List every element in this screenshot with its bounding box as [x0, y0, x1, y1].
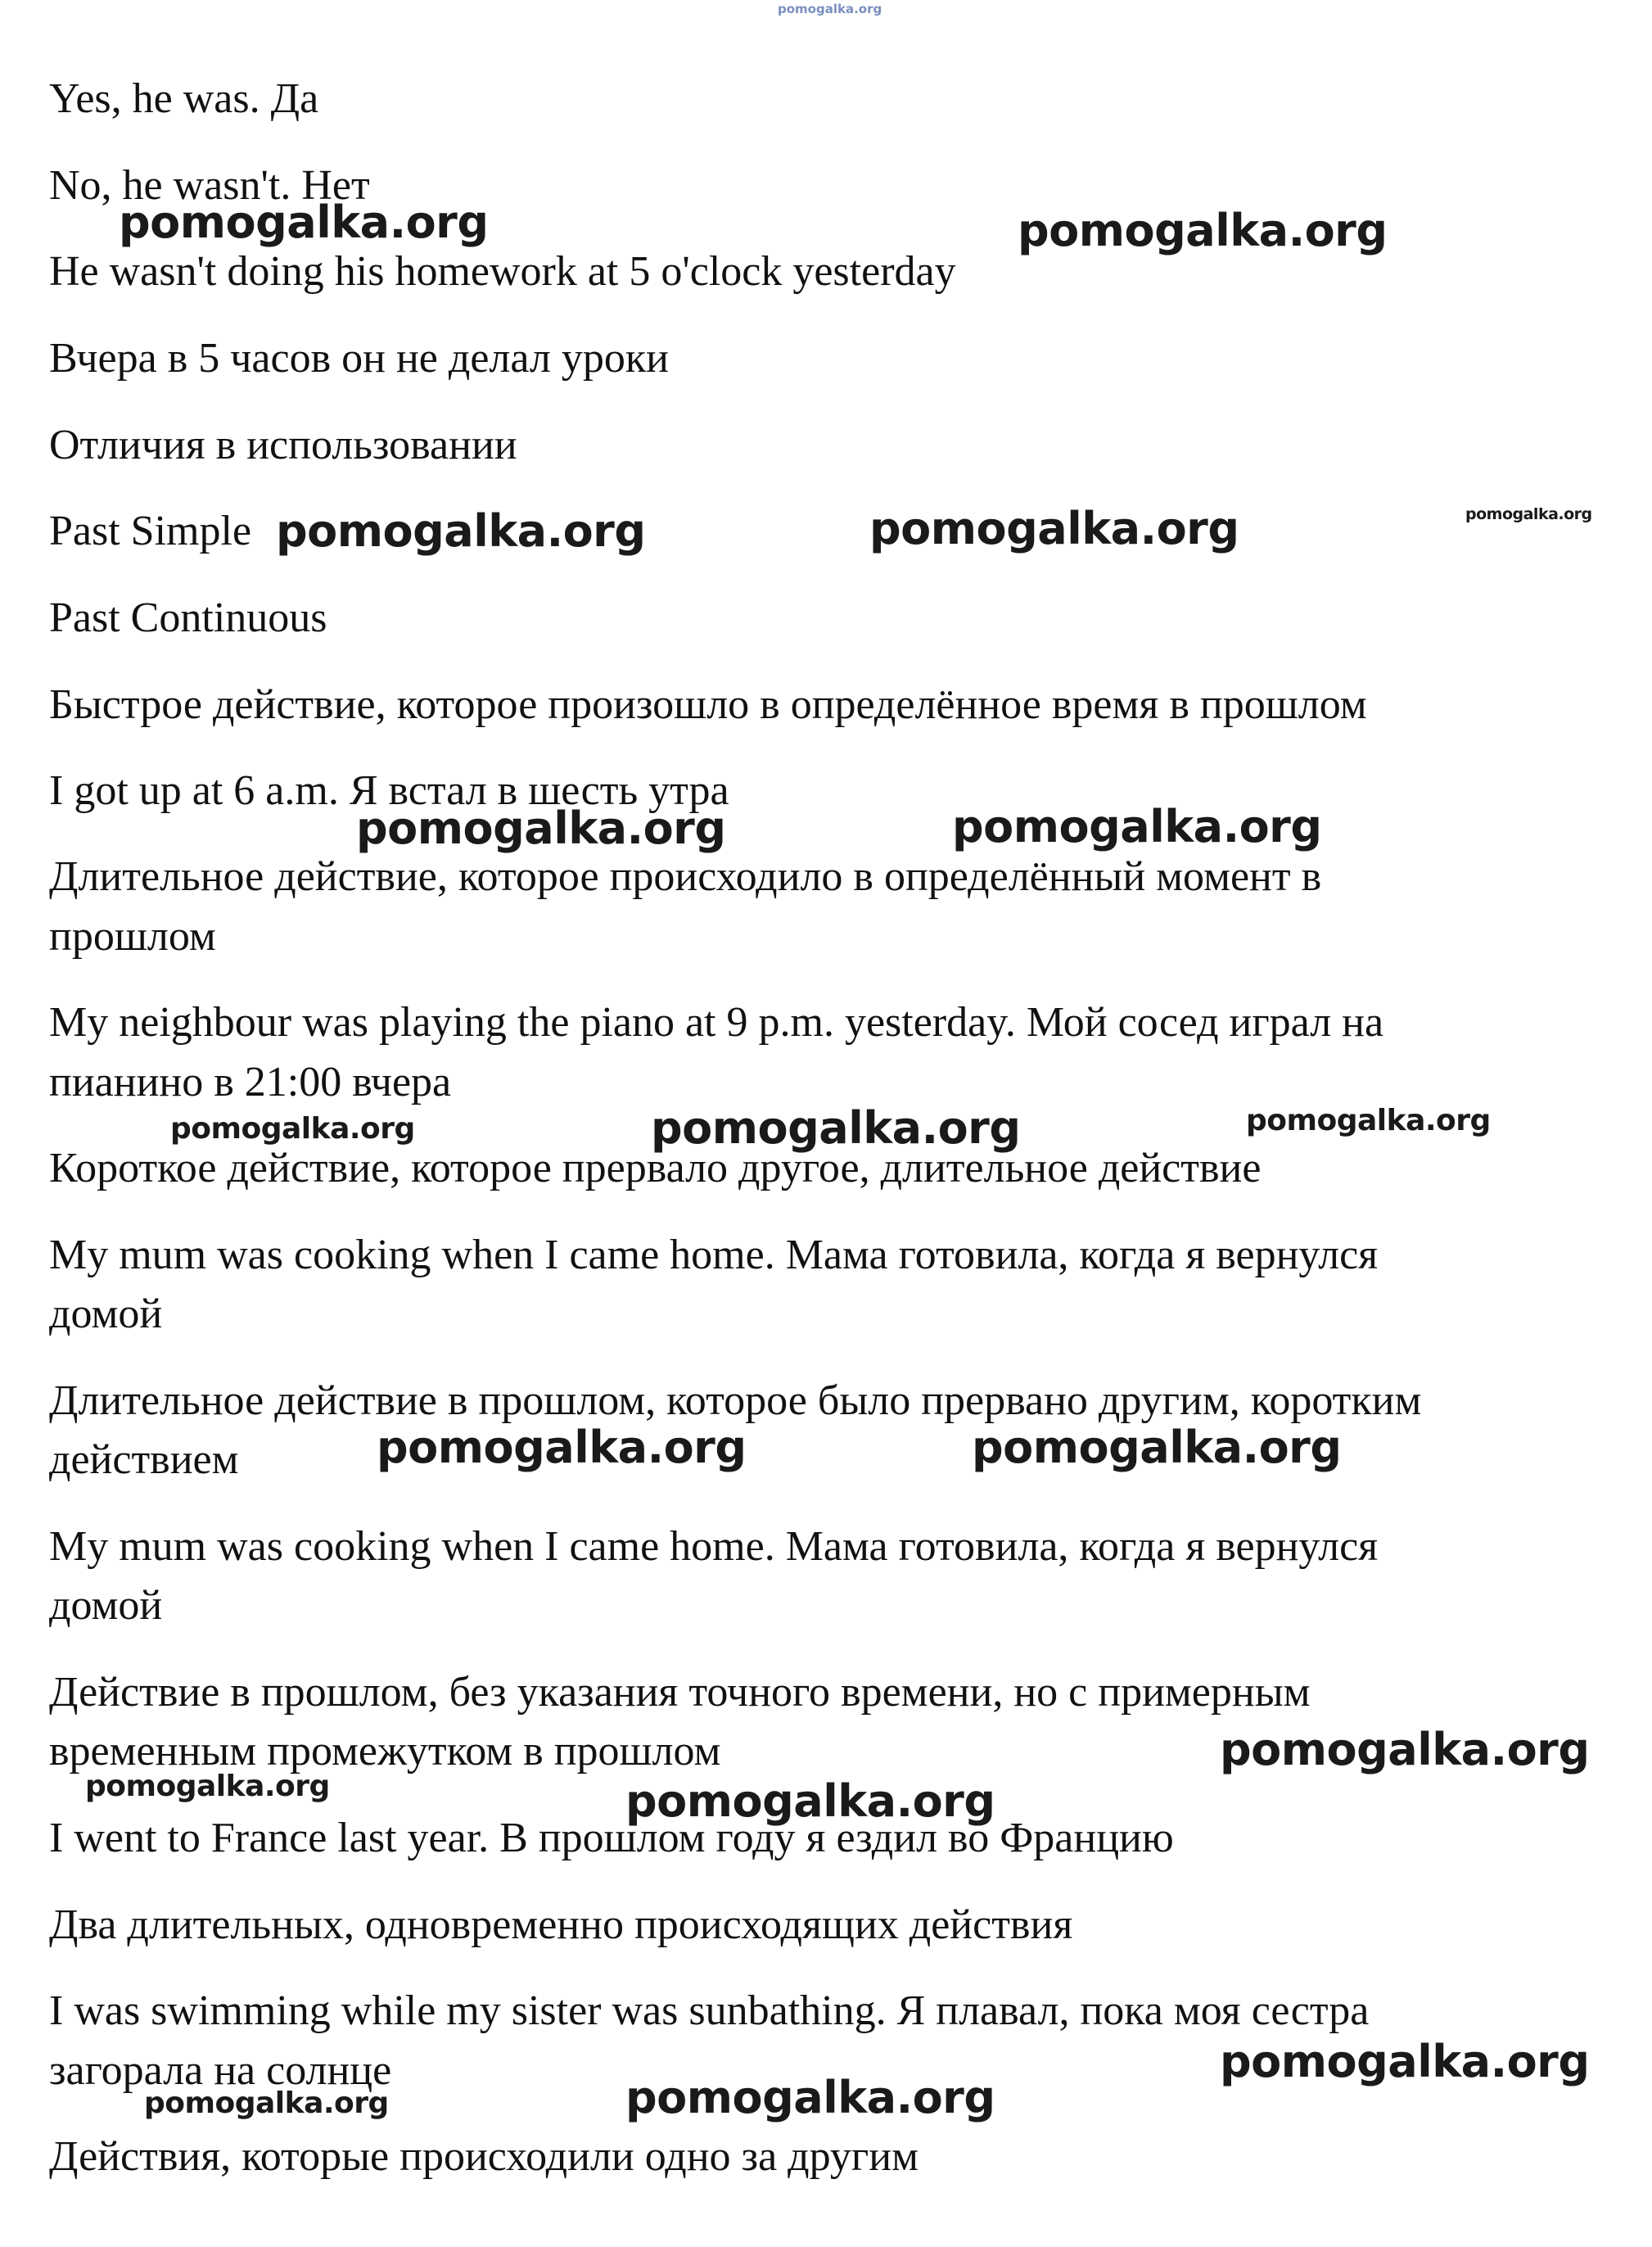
text-line-25: I was swimming while my sister was sunbathing. Я плавал, пока моя сестра	[49, 1987, 1370, 2034]
text-line-16: домой	[49, 1291, 163, 1337]
text-line-24: Два длительных, одновременно происходящих действия	[49, 1901, 1073, 1948]
watermark: pomogalka.org	[276, 505, 646, 557]
watermark: pomogalka.org	[625, 1775, 995, 1827]
text-line-22: временным промежутком в прошлом	[49, 1728, 721, 1775]
watermark: pomogalka.org	[972, 1422, 1342, 1473]
watermark: pomogalka.org	[170, 1112, 415, 1146]
text-line-13: пианино в 21:00 вчера	[49, 1059, 452, 1105]
text-line-9: I got up at 6 a.m. Я встал в шесть утра	[49, 767, 729, 814]
watermark: pomogalka.org	[144, 2086, 389, 2120]
text-line-10: Длительное действие, которое происходило в определённый момент в	[49, 853, 1322, 900]
text-line-4: Вчера в 5 часов он не делал уроки	[49, 335, 669, 382]
watermark: pomogalka.org	[356, 802, 726, 854]
text-line-19: My mum was cooking when I came home. Мама готовила, когда я вернулся	[49, 1523, 1379, 1570]
text-line-15: My mum was cooking when I came home. Мама готовила, когда я вернулся	[49, 1232, 1379, 1278]
watermark: pomogalka.org	[377, 1422, 747, 1473]
watermark: pomogalka.org	[1465, 505, 1592, 523]
watermark: pomogalka.org	[1220, 1724, 1590, 1775]
text-line-6: Past Simple	[49, 508, 252, 554]
watermark: pomogalka.org	[1018, 205, 1388, 256]
text-line-8: Быстрое действие, которое произошло в определённое время в прошлом	[49, 681, 1367, 728]
watermark: pomogalka.org	[119, 197, 489, 248]
watermark-top: pomogalka.org	[778, 2, 882, 16]
text-line-17: Длительное действие в прошлом, которое было прервано другим, коротким	[49, 1377, 1422, 1424]
text-line-1: Yes, he was. Да	[49, 75, 319, 122]
watermark: pomogalka.org	[1246, 1104, 1491, 1137]
watermark: pomogalka.org	[952, 801, 1322, 852]
text-line-18: действием	[49, 1436, 239, 1483]
text-line-27: Действия, которые происходили одно за другим	[49, 2133, 919, 2180]
text-line-3: He wasn't doing his homework at 5 o'clock yesterday	[49, 248, 956, 295]
watermark: pomogalka.org	[85, 1770, 330, 1803]
text-line-21: Действие в прошлом, без указания точного времени, но с примерным	[49, 1669, 1311, 1716]
watermark: pomogalka.org	[625, 2072, 995, 2123]
text-line-11: прошлом	[49, 913, 216, 960]
text-line-14: Короткое действие, которое прервало другое, длительное действие	[49, 1145, 1262, 1191]
watermark: pomogalka.org	[1220, 2036, 1590, 2087]
text-line-7: Past Continuous	[49, 595, 327, 641]
text-line-12: My neighbour was playing the piano at 9 p.m. yesterday. Мой сосед играл на	[49, 999, 1384, 1046]
watermark: pomogalka.org	[651, 1102, 1021, 1154]
watermark: pomogalka.org	[869, 503, 1239, 554]
text-line-2: No, he wasn't. Нет	[49, 162, 370, 209]
text-line-26: загорала на солнце	[49, 2047, 392, 2094]
text-line-5: Отличия в использовании	[49, 422, 517, 468]
text-line-23: I went to France last year. В прошлом году я ездил во Францию	[49, 1815, 1174, 1861]
text-line-20: домой	[49, 1582, 163, 1629]
